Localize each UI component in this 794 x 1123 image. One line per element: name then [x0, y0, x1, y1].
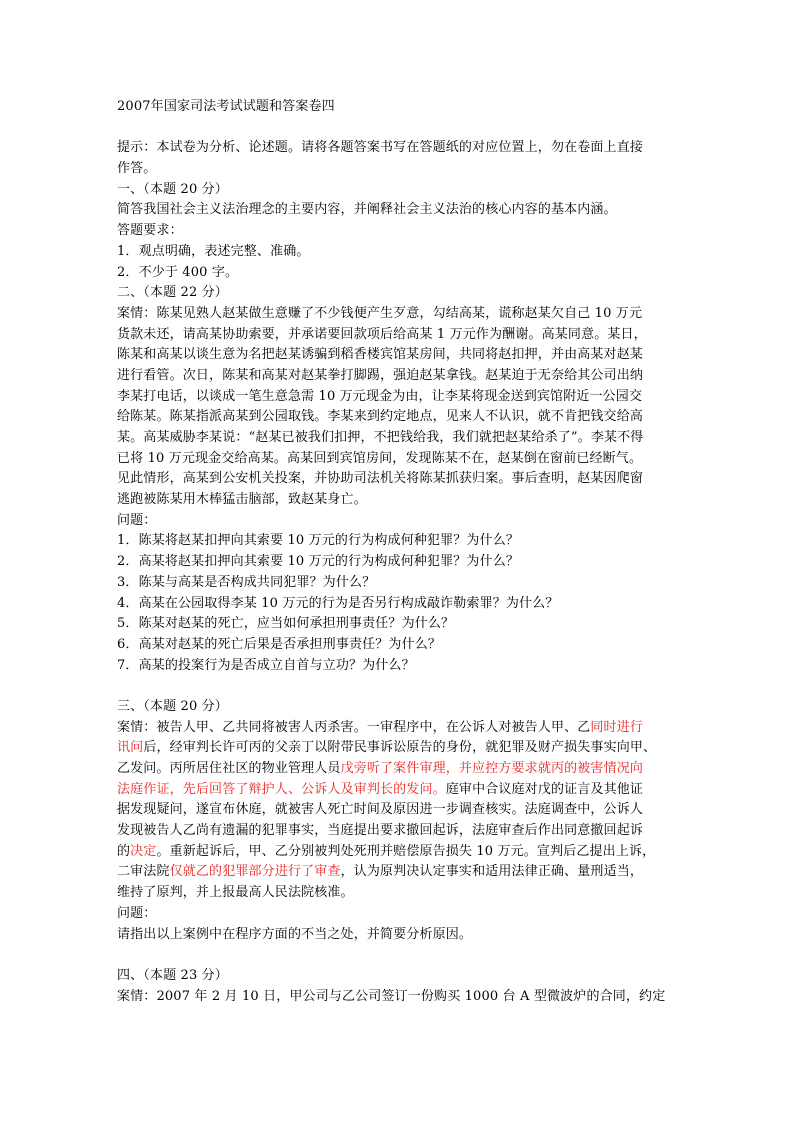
sub-question: 6．高某对赵某的死亡后果是否承担刑事责任？为什么？: [117, 636, 442, 652]
spacer: [117, 945, 682, 966]
question-4-section: [117, 966, 682, 1007]
case-text: 二审法院: [117, 864, 170, 880]
case-line: 货款未还，请高某协助索要，并承诺要回款项后给高某 1 万元作为酬谢。高某同意。某日，: [117, 326, 647, 342]
question-heading: 一、（本题 20 分）: [117, 181, 228, 197]
case-text: 乙发问。丙所居住社区的物业管理人员: [117, 761, 341, 776]
highlighted-text: 同时进行: [590, 719, 644, 735]
case-line: [117, 883, 682, 904]
case-text: 后，经审判长许可丙的父亲丁以附带民事诉讼原告的身份，就犯罪及财产损失事实向甲、: [143, 740, 657, 756]
case-line: [117, 862, 682, 883]
highlighted-text: 法庭作证，先后回答了辩护人、公诉人及审判长的发问。: [117, 781, 446, 797]
question-text: 答题要求：: [117, 223, 183, 239]
highlighted-text: 戊旁听了案件审理，并应控方要求就丙的被害情况向: [340, 761, 644, 776]
case-line: [117, 759, 682, 780]
question-text: 简答我国社会主义法治理念的主要内容，并阐释社会主义法治的核心内容的基本内涵。: [117, 202, 617, 218]
case-line: [117, 780, 682, 801]
sub-question: 4．高某在公园取得李某 10 万元的行为是否另行构成敲诈勒索罪？为什么？: [117, 595, 559, 611]
case-text: ，认为原判决认定事实和适用法律正确、量刑适当，: [340, 864, 644, 880]
case-line: 案情：陈某见熟人赵某做生意赚了不少钱便产生歹意，勾结高某，谎称赵某欠自己 10 万元: [117, 305, 643, 321]
question-label: 问题：: [117, 512, 157, 528]
sub-question: 5．陈某对赵某的死亡，应当如何承担刑事责任？为什么？: [117, 616, 455, 632]
case-line: [117, 738, 682, 759]
exam-document: [117, 97, 682, 1007]
case-text: 的: [117, 843, 131, 859]
sub-question: 3．陈某与高某是否构成共同犯罪？为什么？: [117, 574, 376, 590]
spacer: [117, 676, 682, 697]
case-text: 案情：被告人甲、乙共同将被害人丙杀害。一审程序中，在公诉人对被告人甲、乙: [117, 719, 591, 735]
sub-question: 2．高某将赵某扣押向其索要 10 万元的行为构成何种犯罪？为什么？: [117, 554, 520, 570]
case-line: 逃跑被陈某用木棒猛击脑部，致赵某身亡。: [117, 492, 367, 508]
case-line: [117, 842, 682, 863]
case-line: [117, 718, 682, 739]
case-text: 庭审中合议庭对戊的证言及其他证: [445, 781, 644, 797]
case-line: 某。高某威胁李某说：“赵某已被我们扣押，不把钱给我，我们就把赵某给杀了”。李某不得: [117, 430, 644, 445]
question-2-section: [117, 283, 682, 676]
case-text: 。重新起诉后，甲、乙分别被判处死刑并赔偿原告损失 10 万元。宣判后乙提出上诉，: [156, 843, 656, 859]
tip-line: 提示：本试卷为分析、论述题。请将各题答案书写在答题纸的对应位置上，勿在卷面上直接: [117, 140, 644, 156]
highlighted-text: 仅就乙的犯罪部分进行了审查: [169, 864, 341, 880]
tip-paragraph: [117, 138, 682, 179]
question-text: 1．观点明确，表述完整、准确。: [117, 243, 310, 259]
case-text: 维持了原判，并上报最高人民法院核准。: [117, 885, 354, 901]
case-line: [117, 821, 682, 842]
question-text: 2．不少于 400 字。: [117, 264, 239, 280]
question-heading: 二、（本题 22 分）: [117, 285, 228, 301]
highlighted-text: 讯问: [117, 740, 144, 756]
question-label: 问题：: [117, 905, 157, 921]
document-title: 2007年国家司法考试试题和答案卷四: [117, 99, 335, 114]
question-heading: 四、（本题 23 分）: [117, 967, 228, 983]
sub-question: 1．陈某将赵某扣押向其索要 10 万元的行为构成何种犯罪？为什么？: [117, 533, 520, 549]
case-line: 进行看管。次日，陈某和高某对赵某拳打脚踢，强迫赵某拿钱。赵某迫于无奈给其公司出纳: [117, 367, 644, 383]
case-text: 据发现疑问，遂宣布休庭，就被害人死亡时间及原因进一步调查核实。法庭调查中，公诉人: [117, 802, 644, 818]
case-line: 给陈某。陈某指派高某到公园取钱。李某来到约定地点，见来人不认识，就不肯把钱交给高: [117, 409, 644, 425]
question-1-section: [117, 180, 682, 283]
sub-question: 7．高某的投案行为是否成立自首与立功？为什么？: [117, 657, 415, 673]
highlighted-text: 决定: [130, 843, 157, 859]
case-line: 案情：2007 年 2 月 10 日，甲公司与乙公司签订一份购买 1000 台 A 型微波炉的合同，约定: [117, 988, 666, 1004]
tip-line: 作答。: [117, 161, 157, 177]
case-line: 陈某和高某以谈生意为名把赵某诱骗到稻香楼宾馆某房间，共同将赵扣押，并由高某对赵某: [117, 347, 644, 363]
case-line: 见此情形，高某到公安机关投案，并协助司法机关将陈某抓获归案。事后查明，赵某因爬窗: [117, 471, 644, 487]
case-line: [117, 800, 682, 821]
question-3-section: [117, 697, 682, 945]
case-text: 发现被告人乙尚有遗漏的犯罪事实，当庭提出要求撤回起诉，法庭审查后作出同意撤回起诉: [117, 823, 644, 839]
spacer: [117, 118, 682, 139]
case-line: 李某打电话，以谈成一笔生意急需 10 万元现金为由，让李某将现金送到宾馆附近一公园交: [117, 388, 643, 404]
question-text: 请指出以上案例中在程序方面的不当之处，并简要分析原因。: [117, 926, 473, 942]
question-heading: 三、（本题 20 分）: [117, 698, 228, 714]
case-line: 已将 10 万元现金交给高某。高某回到宾馆房间，发现陈某不在，赵某倒在窗前已经断气。: [117, 450, 643, 466]
